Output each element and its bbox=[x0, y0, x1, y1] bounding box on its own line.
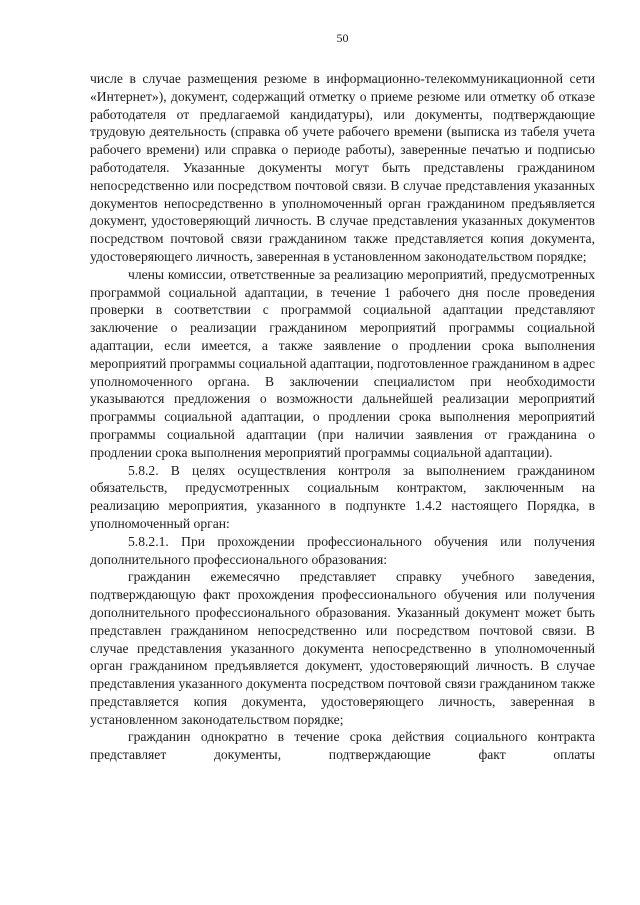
paragraph-5-8-2: 5.8.2. В целях осуществления контроля за выполнением гражданином обязательств, предусмотренных социальным контрактом, заключенным на реализацию мероприятия, указанного в подпункте 1.4.2 настоящего Порядка, в уполномоченный орган: bbox=[90, 462, 595, 531]
paragraph-commission-members: члены комиссии, ответственные за реализацию мероприятий, предусмотренных программой социальной адаптации, в течение 1 рабочего дня после проведения проверки в соответствии с программой социальной адаптации представляют заключение о реализации гражданином мероприятий программы социальной адаптации, если имеется, а также заявление о продлении срока выполнения мероприятий программы социальной адаптации, подготовленное гражданином в адрес уполномоченного органа. В заключении специалистом при необходимости указываются предложения о возможности дальнейшей реализации мероприятий программы социальной адаптации, о продлении срока выполнения мероприятий программы социальной адаптации (при наличии заявления от гражданина о продлении срока выполнения мероприятий программы социальной адаптации). bbox=[90, 266, 595, 460]
page-number: 50 bbox=[336, 31, 349, 45]
paragraph-monthly-certificate: гражданин ежемесячно представляет справку учебного заведения, подтверждающую факт прохождения профессионального обучения или получения дополнительного профессионального образования. Указанный документ может быть представлен гражданином непосредственно или посредством почтовой связи. В случае представления указанного документа непосредственно в уполномоченный орган гражданином предъявляется документ, удостоверяющий личность. В случае представления указанного документа посредством почтовой связи гражданином также представляется копия документа, удостоверяющего личность, заверенная в установленном законодательством порядке; bbox=[90, 569, 595, 727]
paragraph-5-8-2-1: 5.8.2.1. При прохождении профессионального обучения или получения дополнительного профессионального образования: bbox=[90, 533, 595, 567]
paragraph-continuation: числе в случае размещения резюме в информационно-телекоммуникационной сети «Интернет»), документ, содержащий отметку о приеме резюме или отметку об отказе работодателя от предлагаемой кандидатуры), или документы, подтверждающие трудовую деятельность (справка об учете рабочего времени (выписка из табеля учета рабочего времени) или справка о периоде работы), заверенные печатью и подписью работодателя. Указанные документы могут быть представлены гражданином непосредственно или посредством почтовой связи. В случае представления указанных документов непосредственно в уполномоченный орган гражданином предъявляется документ, удостоверяющий личность. В случае представления указанных документов посредством почтовой связи гражданином также представляется копия документа, удостоверяющего личность, заверенная в установленном законодательством порядке; bbox=[90, 71, 595, 264]
document-page bbox=[90, 30, 595, 764]
paragraph-payment-documents: гражданин однократно в течение срока действия социального контракта представляет документы, подтверждающие факт оплаты bbox=[90, 729, 595, 763]
